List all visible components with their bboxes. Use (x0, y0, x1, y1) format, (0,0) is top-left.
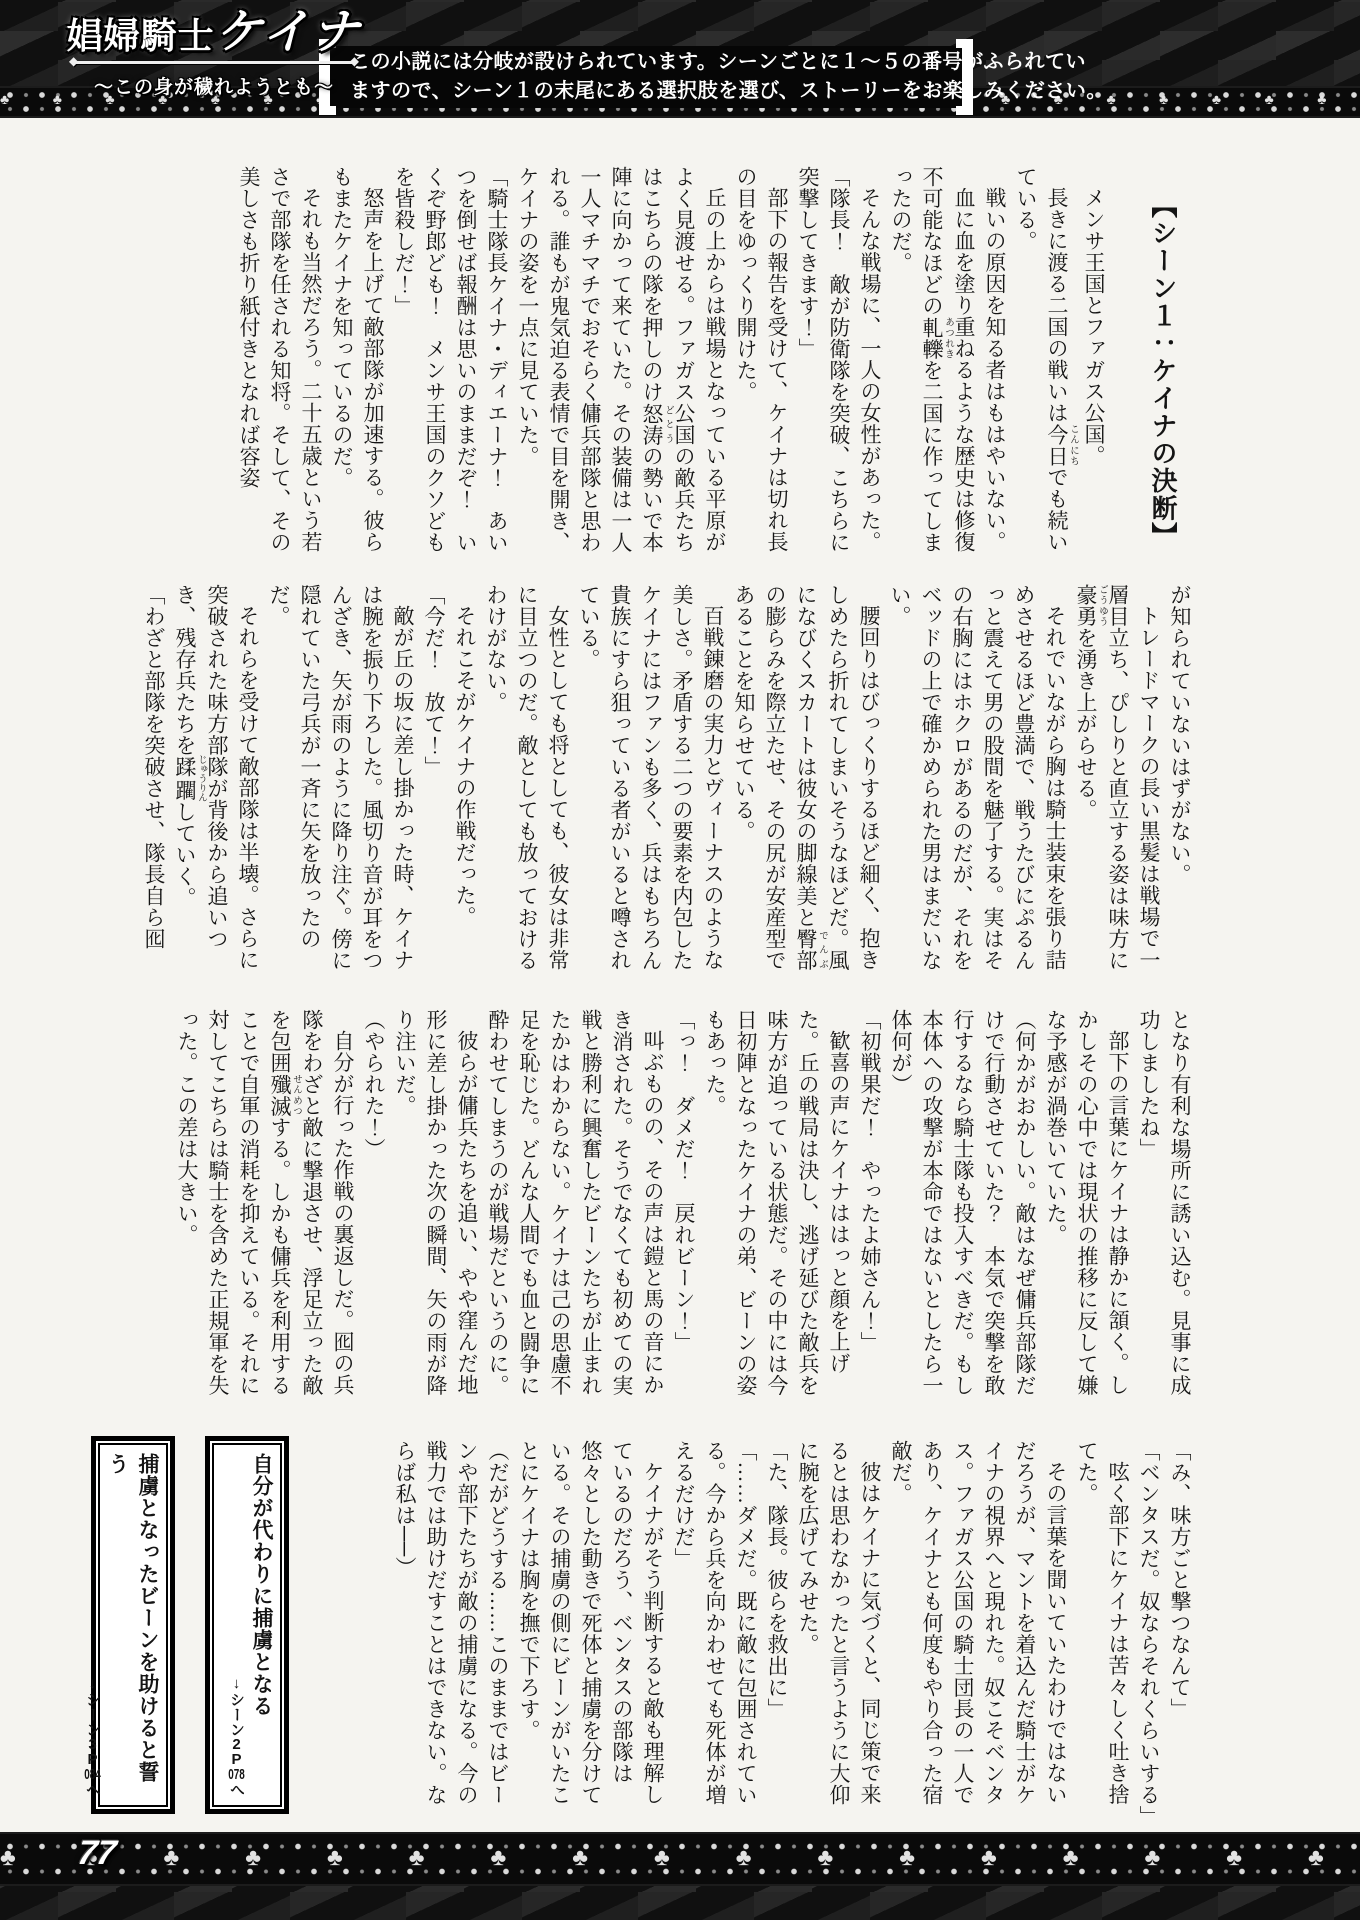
choice-option-scene3[interactable] (84, 1436, 175, 1814)
story-paragraph: 「初戦果だ！ やったよ姉さん！」 (858, 1009, 882, 1353)
branch-notice-line-1: この小説には分岐が設けられています。シーンごとに１～５の番号がふられてい (350, 51, 1086, 73)
book-subtitle: ～この身が穢れようとも～ (93, 77, 334, 99)
story-paragraph: 「騎士隊長ケイナ・ディエーナ！ あいつを倒せば報酬は思いのままだぞ！ いくぞ野郎ども！ メンサ王国のクソどもを皆殺しだ！」 (392, 166, 509, 553)
goto-page-number: 078 (228, 1767, 245, 1782)
goto-page-label: P (231, 1752, 242, 1767)
story-band-4 (75, 1440, 1195, 1826)
story-paragraph: それらを受けて敵部隊は半壊。さらに突破された味方部隊が背後から追いつき、残存兵たちを蹂躙 じゅうりんしていく。 (173, 584, 260, 971)
story-paragraph: 戦いの原因を知る者はもはやいない。 (983, 187, 1007, 553)
story-paragraph: 百戦錬磨の実力とヴィーナスのような美しさ。矛盾する二つの要素を内包したケイナにはファンも多く、兵はもちろん貴族にすら狙っている者がいると噂されている。 (577, 584, 725, 971)
story-paragraph: その言葉を聞いていたわけではないだろうが、マントを着込んだ騎士がケイナの視界へと現れた。奴こそベンタス。ファガス公国の騎士団長の一人であり、ケイナとも何度もやり合った宿敵だ。 (889, 1440, 1068, 1806)
choice-goto (226, 1455, 246, 1797)
story-paragraph: 彼らが傭兵たちを追い、やや窪んだ地形に差し掛かった次の瞬間、矢の雨が降り注いだ。 (393, 1009, 479, 1396)
down-arrow-icon: ↓ (228, 1675, 245, 1692)
goto-scene-text: シーン (228, 1692, 245, 1737)
goto-scene-number: 2 (232, 1737, 241, 1752)
story-band-2 (75, 584, 1195, 976)
story-paragraph: 長きに渡る二国の戦いは今日 こんにちでも続いている。 (1014, 166, 1078, 553)
story-paragraph: 「今だ！ 放て！」 (422, 584, 446, 778)
story-paragraph: 怒声を上げて敵部隊が加速する。彼らもまたケイナを知っているのだ。 (330, 166, 385, 553)
story-paragraph: 「っ！ ダメだ！ 戻れビーン！」 (672, 1009, 696, 1353)
choice-option-scene3-frame (84, 1443, 168, 1807)
goto-page-label: P (87, 1752, 98, 1767)
choice-option-scene2-frame (212, 1443, 282, 1807)
page-number: 77 (75, 1834, 119, 1872)
story-paragraph: それでいながら胸は騎士装束を張り詰めさせるほど豊満で、戦うたびにぷるんっと震えて男の股間を魅了する。実はその右胸にはホクロがあるのだが、それをベッドの上で確かめられた男はまだいない。 (888, 584, 1067, 971)
story-paragraph: 「わざと部隊を突破させ、隊長自ら囮 (142, 584, 166, 950)
story-band-1 (75, 166, 1195, 558)
choice-label: 自分が代わりに捕虜となる (250, 1453, 273, 1717)
story-paragraph: 「た、隊長。彼らを救出に」 (765, 1440, 789, 1720)
story-paragraph: 部下の報告を受けて、ケイナは切れ長の目をゆっくり開けた。 (734, 166, 789, 553)
goto-scene-text: シーン (84, 1692, 101, 1737)
story-paragraph: 叫ぶものの、その声は鎧と馬の音にかき消された。そうでなくても初めての実戦と勝利に興奮したビーンたちが止まれたかはわからない。ケイナは己の思慮不足を恥じた。どんな人間でも血と闘争に酔わせてしまうのが戦場だというのに。 (486, 1009, 665, 1396)
title-ornament-rule (73, 61, 355, 71)
goto-page-number: 084 (84, 1767, 101, 1782)
book-title-block (62, 8, 366, 99)
choice-list (84, 1436, 289, 1814)
choice-label: 捕虜となったビーンを助けると誓う (106, 1453, 159, 1783)
story-paragraph: （だがどうする……このままではビーンや部下たちが敵の捕虜になる。今の戦力では助けだすことはできない。ならば私は──） (393, 1440, 510, 1806)
story-paragraph: 「隊長！ 敵が防衛隊を突破、こちらに突撃してきます！」 (796, 166, 851, 553)
book-title (62, 8, 366, 58)
branch-notice-line-2: ますので、シーン１の末尾にある選択肢を選び、ストーリーをお楽しみください。 (350, 80, 1107, 102)
story-paragraph: それも当然だろう。二十五歳という若さで部隊を任される知将。そして、その美しさも折り紙付きとなれば容姿 (237, 166, 323, 553)
story-paragraph: ケイナがそう判断すると敵も理解しているのだろう、ベンタスの部隊は悠々とした動きで死体と捕虜を分けている。その捕虜の側にビーンがいたことにケイナは胸を撫で下ろす。 (517, 1440, 665, 1806)
story-paragraph: が知られていないはずがない。 (1168, 584, 1192, 885)
story-paragraph: 歓喜の声にケイナははっと顔を上げた。丘の戦局は決し、逃げ延びた敵兵を味方が追っている状態だ。その中には今日初陣となったケイナの弟、ビーンの姿もあった。 (703, 1009, 851, 1396)
story-paragraph: となり有利な場所に誘い込む。見事に成功しましたね」 (1137, 1009, 1192, 1396)
story-paragraph: 呟く部下にケイナは苦々しく吐き捨てた。 (1075, 1440, 1130, 1805)
story-band-3 (75, 1009, 1195, 1401)
story-paragraph: 血に血を塗り重ねるような歴史は修復不可能なほどの軋轢 あつれきを二国に作ってしまったのだ。 (889, 166, 976, 553)
story-paragraph: （何かがおかしい。敵はなぜ傭兵部隊だけで行動させていた？ 本気で突撃を敢行するなら騎士隊も投入すべきだ。もし本体への攻撃が本命ではないとしたら一体何が） (889, 1009, 1037, 1396)
story-paragraph: 自分が行った作戦の裏返しだ。囮の兵隊をわざと敵に撃退させ、浮足立った敵を包囲殲滅 せんめつする。しかも傭兵を利用することで自軍の消耗を抑えている。それに対してこちらは騎士を含めた正規軍を失った。この差は大きい。 (175, 1009, 355, 1396)
goto-suffix: へ (84, 1782, 101, 1797)
choice-option-scene2[interactable] (205, 1436, 289, 1814)
story-paragraph: メンサ王国とファガス公国。 (1082, 187, 1106, 467)
story-paragraph: トレードマークの長い黒髪は戦場で一層目立ち、ぴしりと直立する姿は味方に豪勇 ごうゆうを湧き上がらせる。 (1074, 584, 1161, 971)
story-paragraph: そんな戦場に、一人の女性があった。 (858, 187, 882, 553)
story-paragraph: それこそがケイナの作戦だった。 (453, 605, 477, 928)
story-paragraph: 女性としても将としても、彼女は非常に目立つのだ。敵としても放っておけるわけがない。 (484, 584, 570, 971)
bracket-right-icon (956, 39, 973, 115)
story-paragraph: 腰回りはびっくりするほど細く、抱きしめたら折れてしまいそうなほどだ。風になびくスカートは彼女の脚線美と臀部 でんぶの膨らみを際立たせ、その尻が安産型であることを知らせている。 (732, 584, 881, 971)
story-paragraph: 「……ダメだ。既に敵に包囲されている。今から兵を向かわせても死体が増えるだけだ」 (672, 1440, 758, 1806)
goto-suffix: へ (228, 1782, 245, 1797)
choice-goto (82, 1455, 102, 1797)
story-paragraph: （やられた！） (362, 1009, 386, 1160)
book-title-main: 娼婦騎士 (66, 16, 215, 56)
story-paragraph: 彼はケイナに気づくと、同じ策で来るとは思わなかったと言うように大仰に腕を広げてみせた。 (796, 1440, 882, 1806)
scene-heading: 【シーン１：ケイナの決断】 (1148, 192, 1177, 550)
branch-notice (322, 46, 1107, 108)
story-paragraph: 丘の上からは戦場となっている平原がよく見渡せる。ファガス公国の敵兵たちはこちらの隊を押しのけ怒涛 どとうの勢いで本陣に向かって来ていた。その装備は一人一人マチマチでおそらく傭兵部隊と思われる。誰もが鬼気迫る表情で目を開き、ケイナの姿を一点に見ていた。 (516, 166, 727, 553)
goto-scene-number: 3 (88, 1737, 97, 1752)
story-paragraph: 敵が丘の坂に差し掛かった時、ケイナは腕を振り下ろした。風切り音が耳をつんざき、矢が雨のように降り注ぐ。傍に隠れていた弓兵が一斉に矢を放ったのだ。 (267, 584, 415, 971)
ornament-border-bottom (0, 1832, 1360, 1886)
book-title-name: ケイナ (214, 6, 362, 59)
story-paragraph: 部下の言葉にケイナは静かに頷く。しかしその心中では現状の推移に反して嫌な予感が渦巻いていた。 (1044, 1009, 1130, 1396)
story-paragraph: 「み、味方ごと撃つなんて」 (1168, 1440, 1192, 1720)
bottom-border (0, 1832, 1360, 1920)
story-paragraph: 「ベンタスだ。奴ならそれくらいする」 (1137, 1440, 1161, 1827)
down-arrow-icon: ↓ (84, 1675, 101, 1692)
